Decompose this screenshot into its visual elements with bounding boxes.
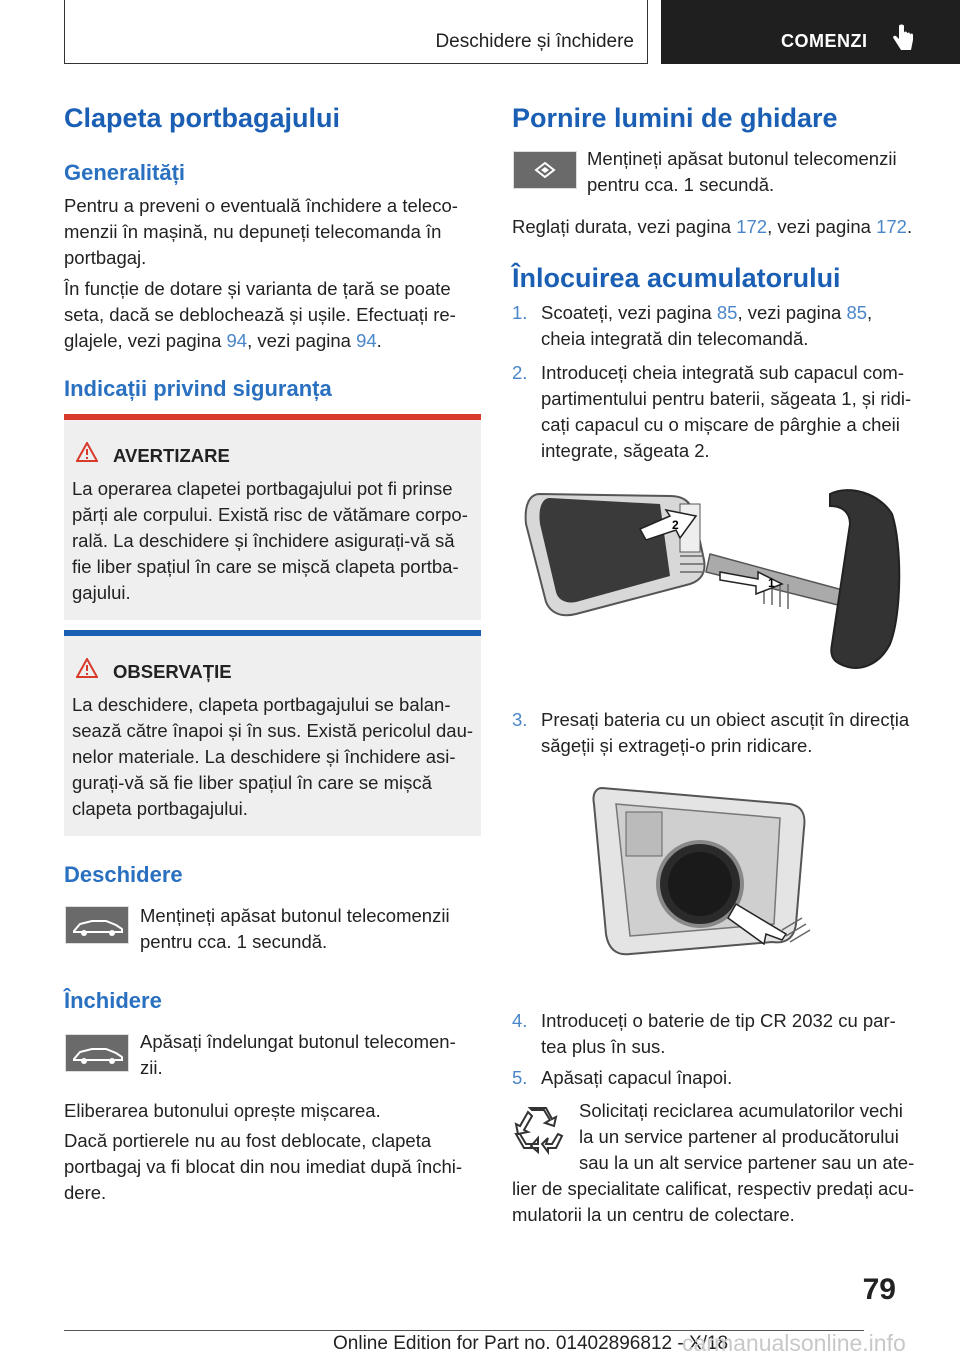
- header-section-title: Deschidere și închidere: [435, 31, 634, 52]
- text-fragment: Reglați durata, vezi pagina: [512, 216, 737, 237]
- text-line: Mențineți apăsat butonul telecomenzii: [587, 148, 897, 169]
- arrow-label-2: 2: [672, 518, 679, 532]
- text-line: portbagaj.: [64, 247, 147, 268]
- text-line: Solicitați reciclarea acumulatorilor vechi: [579, 1100, 903, 1121]
- text-line: mulatorii la un centru de colectare.: [512, 1204, 795, 1225]
- step-number: 1.: [512, 302, 528, 323]
- hand-pointer-icon: [891, 24, 915, 54]
- text-line: săgeții și extrageți-o prin ridicare.: [541, 735, 813, 756]
- step-3-text: [541, 707, 931, 759]
- safety-heading: Indicații privind siguranța: [64, 376, 332, 401]
- open-heading: Deschidere: [64, 862, 183, 887]
- warning-title: AVERTIZARE: [113, 445, 230, 466]
- text-line: [64, 328, 484, 354]
- text-line: seta, dacă se deblochează și ușile. Efectuați re-: [64, 304, 456, 325]
- text-line: nelor materiale. La deschidere și închidere asi-: [72, 746, 456, 767]
- step-4-text: [541, 1008, 931, 1060]
- trunk-close-button-icon: [65, 1034, 129, 1072]
- key-removal-illustration: [520, 484, 920, 680]
- page-link[interactable]: 94: [226, 330, 248, 351]
- page-link[interactable]: 85: [846, 302, 868, 323]
- text-line: Presați bateria cu un obiect ascuțit în direcția: [541, 709, 910, 730]
- footer-edition: [333, 1333, 728, 1355]
- text-line: portbagaj va fi blocat din nou imediat după închi-: [64, 1156, 463, 1177]
- page-link[interactable]: 94: [356, 330, 377, 351]
- guide-lights-title: Pornire lumini de ghidare: [512, 103, 838, 133]
- battery-removal-illustration: [590, 784, 820, 964]
- recycle-text-indented: [579, 1098, 939, 1176]
- text-fragment: , vezi pagina: [767, 216, 877, 237]
- header-tab[interactable]: [661, 0, 960, 64]
- text-line: În funcție de dotare și varianta de țară se poate: [64, 278, 451, 299]
- trunk-open-button-icon: [65, 906, 129, 944]
- text-line: Apăsați îndelungat butonul telecomen-: [140, 1031, 456, 1052]
- edition-text: Online Edition for Part no. 01402896812 - X/18: [333, 1333, 729, 1354]
- text-fragment: , vezi pagina: [737, 302, 847, 323]
- header-tab-label: COMENZI: [781, 31, 868, 51]
- warning-text: [72, 476, 477, 606]
- text-line: cați capacul cu o mișcare de pârghie a cheii: [541, 414, 900, 435]
- close-heading: Închidere: [64, 988, 162, 1013]
- notice-text: [72, 692, 477, 822]
- notice-box: [64, 636, 481, 836]
- warning-triangle-icon: [76, 658, 98, 678]
- guide-light-button-icon: [513, 151, 577, 189]
- warning-triangle-icon: [76, 442, 98, 462]
- general-heading: Generalități: [64, 160, 186, 185]
- text-line: gurați-vă să fie liber spațiul în care se mișcă: [72, 772, 432, 793]
- close-text: [140, 1029, 480, 1081]
- step-5-text: [541, 1065, 931, 1091]
- step-number: 2.: [512, 362, 528, 383]
- text-fragment: .: [376, 330, 382, 351]
- duration-text: [512, 214, 912, 240]
- text-line: lier de specialitate calificat, respectiv predați acu-: [512, 1178, 915, 1199]
- recycle-text-full: [512, 1176, 942, 1228]
- text-line: rală. La deschidere și închidere asigurați-vă să: [72, 530, 455, 551]
- text-fragment: ,: [867, 302, 873, 323]
- text-line: la un service partener al producătorului: [579, 1126, 899, 1147]
- general-paragraph-1: [64, 193, 484, 271]
- arrow-label-1: 1: [768, 576, 775, 590]
- text-fragment: .: [906, 216, 913, 237]
- text-line: tea plus în sus.: [541, 1036, 666, 1057]
- page-link[interactable]: 172: [876, 216, 907, 237]
- text-line: Apăsați capacul înapoi.: [541, 1067, 733, 1088]
- text-line: zii.: [140, 1057, 163, 1078]
- text-line: Mențineți apăsat butonul telecomenzii: [140, 905, 450, 926]
- open-text: [140, 903, 480, 955]
- text-line: La operarea clapetei portbagajului pot fi prinse: [72, 478, 453, 499]
- text-line: Pentru a preveni o eventuală închidere a teleco-: [64, 195, 458, 216]
- guide-text: [587, 146, 927, 198]
- text-line: sau la un alt service partener sau un ate-: [579, 1152, 915, 1173]
- text-line: cheia integrată din telecomandă.: [541, 328, 809, 349]
- release-text: Eliberarea butonului oprește mișcarea.: [64, 1100, 381, 1121]
- warning-box: [64, 420, 481, 620]
- general-paragraph-2: [64, 276, 484, 354]
- step-number: 5.: [512, 1067, 528, 1088]
- final-paragraph: [64, 1128, 484, 1206]
- step-1-text: [541, 300, 931, 352]
- text-line: sează către înapoi și în sus. Există pericolul dau-: [72, 720, 474, 741]
- text-line: Introduceți cheia integrată sub capacul com-: [541, 362, 905, 383]
- recycle-icon: [512, 1104, 564, 1156]
- step-2-text: [541, 360, 931, 464]
- notice-title: OBSERVAȚIE: [113, 661, 232, 682]
- text-line: La deschidere, clapeta portbagajului se balan-: [72, 694, 451, 715]
- battery-title: Înlocuirea acumulatorului: [512, 263, 841, 293]
- text-line: partimentului pentru baterii, săgeata 1, și ridi-: [541, 388, 912, 409]
- tailgate-title: Clapeta portbagajului: [64, 103, 341, 133]
- text-line: dere.: [64, 1182, 107, 1203]
- text-line: [541, 300, 931, 326]
- text-line: pentru cca. 1 secundă.: [140, 931, 328, 952]
- page-number: 79: [862, 1273, 896, 1306]
- page-link[interactable]: 85: [716, 302, 738, 323]
- text-line: integrate, săgeata 2.: [541, 440, 710, 461]
- text-line: pentru cca. 1 secundă.: [587, 174, 775, 195]
- text-line: fie liber spațiul în care se mișcă clapeta portba-: [72, 556, 459, 577]
- text-line: Dacă portierele nu au fost deblocate, clapeta: [64, 1130, 432, 1151]
- text-line: părți ale corpului. Există risc de vătămare corpo-: [72, 504, 468, 525]
- text-line: gajului.: [72, 582, 131, 603]
- text-line: menzii în mașină, nu depuneți telecomanda în: [64, 221, 442, 242]
- text-fragment: Scoateți, vezi pagina: [541, 302, 717, 323]
- text-fragment: glajele, vezi pagina: [64, 330, 227, 351]
- watermark: carmanualsonline.info: [682, 1330, 906, 1356]
- text-line: Introduceți o baterie de tip CR 2032 cu par-: [541, 1010, 896, 1031]
- step-number: 4.: [512, 1010, 528, 1031]
- text-fragment: , vezi pagina: [247, 330, 357, 351]
- text-line: clapeta portbagajului.: [72, 798, 248, 819]
- page-link[interactable]: 172: [736, 216, 768, 237]
- step-number: 3.: [512, 709, 528, 730]
